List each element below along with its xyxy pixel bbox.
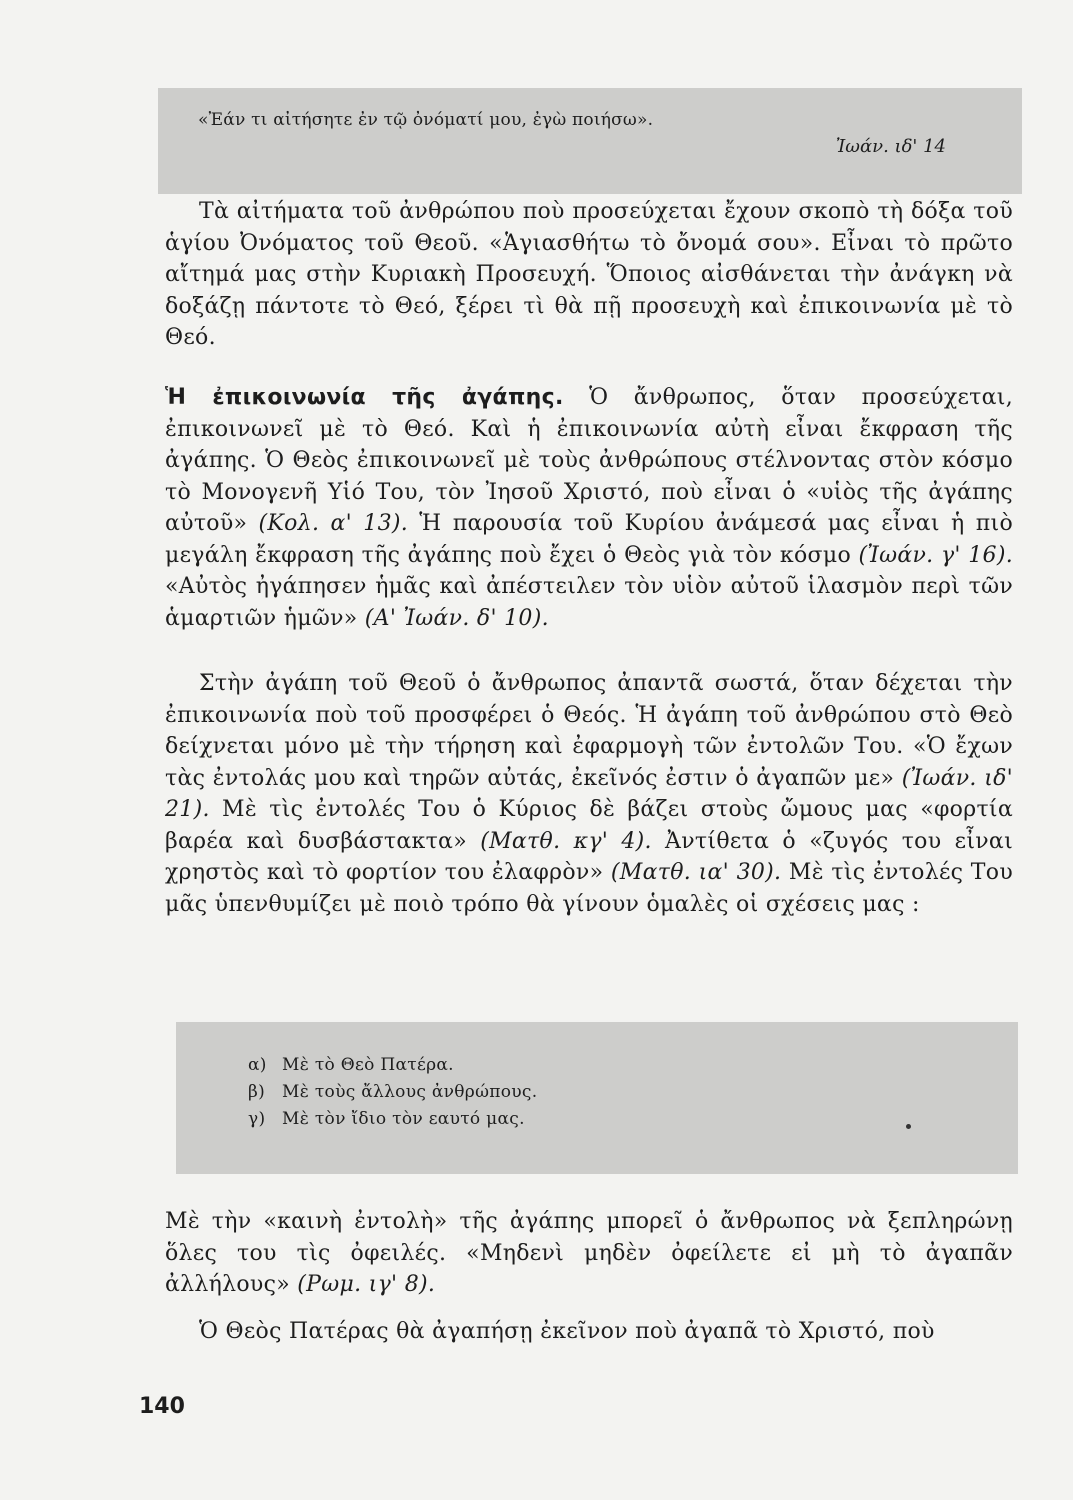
- paragraph-2-text-1: Ὁ ἄνθρωπος, ὅταν προσεύχεται, ἐπικοινωνεῖ μὲ τὸ Θεό. Καὶ ἡ ἐπικοινωνία αὐτὴ εἶναι ἔκφραση τῆς ἀγάπης. Ὁ Θεὸς ἐπικοινωνεῖ μὲ τοὺς ἀνθρώπους στέλνοντας στὸν κόσμο τὸ Μονογενῆ Υἱό Του, τὸν Ἰησοῦ Χριστό, ποὺ εἶναι ὁ «υἱὸς τῆς ἀγάπης αὐτοῦ»: [165, 385, 1013, 536]
- relations-list-box: [176, 1022, 1018, 1174]
- citation: (Α' Ἰωάν. δ' 10).: [364, 605, 549, 631]
- paragraph-2-text-2: Ἡ παρουσία τοῦ Κυρίου ἀνάμεσά μας εἶναι ἡ πιὸ μεγάλη ἔκφραση τῆς ἀγάπης ποὺ ἔχει ὁ Θεὸς γιὰ τὸν κόσμο: [165, 511, 1013, 568]
- list-item: [248, 1079, 537, 1106]
- list-marker: α): [248, 1055, 267, 1075]
- epigraph-reference: Ἰωάν. ιδ' 14: [835, 136, 946, 157]
- list-item-text: Μὲ τὸ Θεὸ Πατέρα.: [282, 1055, 454, 1075]
- paragraph-3-text-3: Ἀντίθετα ὁ «ζυγός του εἶναι χρηστὸς καὶ τὸ φορτίον του ἐλαφρὸν»: [165, 828, 1013, 885]
- citation: (Ρωμ. ιγ' 8).: [297, 1272, 436, 1297]
- paragraph-3-text-4: Μὲ τὶς ἐντολές Του μᾶς ὑπενθυμίζει μὲ ποιὸ τρόπο θὰ γίνουν ὁμαλὲς οἱ σχέσεις μας :: [165, 860, 1013, 917]
- citation: (Ἰωάν. ιδ' 21).: [165, 765, 1014, 822]
- paragraph-3: [165, 668, 1013, 920]
- citation: (Ματθ. ια' 30).: [610, 860, 782, 885]
- list-item: [248, 1106, 537, 1133]
- epigraph-box: [158, 88, 1022, 194]
- paragraph-2-text-3: «Αὐτὸς ἠγάπησεν ἡμᾶς καὶ ἀπέστειλεν τὸν υἱὸν αὐτοῦ ἱλασμὸν περὶ τῶν ἁμαρτιῶν ἡμῶν»: [165, 574, 1013, 631]
- list-marker: β): [248, 1082, 266, 1102]
- relations-list: [248, 1052, 537, 1133]
- list-item-text: Μὲ τοὺς ἄλλους ἀνθρώπους.: [282, 1082, 538, 1102]
- paragraph-4: [165, 1206, 1013, 1301]
- paragraph-3-text-1: Στὴν ἀγάπη τοῦ Θεοῦ ὁ ἄνθρωπος ἀπαντᾶ σωστά, ὅταν δέχεται τὴν ἐπικοινωνία ποὺ τοῦ προσφέρει ὁ Θεός. Ἡ ἀγάπη τοῦ ἀνθρώπου στὸ Θεὸ δείχνεται μόνο μὲ τὴν τήρηση καὶ ἐφαρμογὴ τῶν ἐντολῶν Του. «Ὁ ἔχων τὰς ἐντολάς μου καὶ τηρῶν αὐτάς, ἐκεῖνός ἐστιν ὁ ἀγαπῶν με»: [165, 671, 1013, 791]
- section-heading: Ἡ ἐπικοινωνία τῆς ἀγάπης.: [165, 385, 564, 410]
- citation: (Ἰωάν. γ' 16).: [858, 542, 1013, 568]
- epigraph-text: «Ἐάν τι αἰτήσητε ἐν τῷ ὀνόματί μου, ἐγὼ ποιήσω».: [198, 110, 654, 130]
- list-marker: γ): [248, 1109, 266, 1129]
- paragraph-5: Ὁ Θεὸς Πατέρας θὰ ἀγαπήσῃ ἐκεῖνον ποὺ ἀγαπᾶ τὸ Χριστό, ποὺ: [199, 1319, 935, 1344]
- list-item-text: Μὲ τὸν ἴδιο τὸν εαυτό μας.: [282, 1109, 525, 1129]
- ink-speck: [906, 1124, 911, 1129]
- citation: (Ματθ. κγ' 4).: [480, 828, 652, 854]
- paragraph-1: Τὰ αἰτήματα τοῦ ἀνθρώπου ποὺ προσεύχεται ἔχουν σκοπὸ τὴ δόξα τοῦ ἁγίου Ὀνόματος τοῦ Θεοῦ. «Ἁγιασθήτω τὸ ὄνομά σου». Εἶναι τὸ πρῶτο αἴτημά μας στὴν Κυριακὴ Προσευχή. Ὅποιος αἰσθάνεται τὴν ἀνάγκη νὰ δοξάζῃ πάντοτε τὸ Θεό, ξέρει τὶ θὰ πῇ προσευχὴ καὶ ἐπικοινωνία μὲ τὸ Θεό.: [165, 199, 1013, 350]
- page-number: 140: [139, 1394, 185, 1419]
- list-item: [248, 1052, 537, 1079]
- paragraph-2: [165, 382, 1013, 634]
- paragraph-3-text-2: Μὲ τὶς ἐντολές Του ὁ Κύριος δὲ βάζει στοὺς ὤμους μας «φορτία βαρέα καὶ δυσβάστακτα»: [165, 797, 1013, 854]
- citation: (Κολ. α' 13).: [258, 511, 409, 536]
- paragraph-4-text: Μὲ τὴν «καινὴ ἐντολὴ» τῆς ἀγάπης μπορεῖ ὁ ἄνθρωπος νὰ ξεπληρώνῃ ὅλες του τὶς ὀφειλές. «Μηδενὶ μηδὲν ὀφείλετε εἰ μὴ τὸ ἀγαπᾶν ἀλλήλους»: [165, 1209, 1013, 1297]
